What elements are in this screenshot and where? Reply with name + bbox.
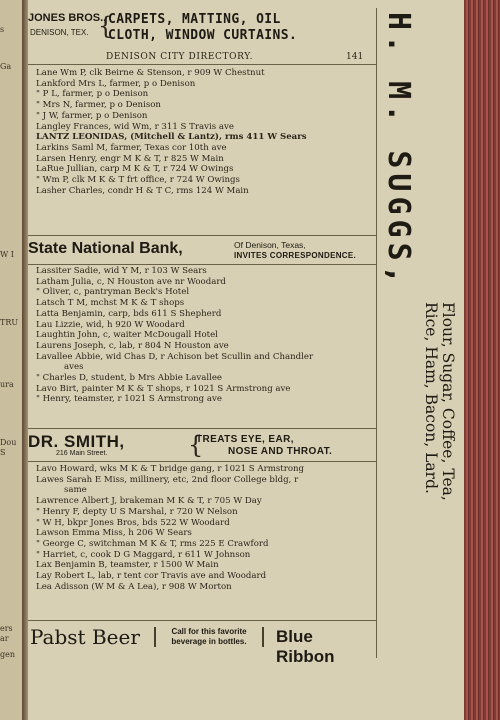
side-ad-goods1: Flour, Sugar, Coffee, Tea,: [439, 302, 457, 501]
directory-entry: Lawes Sarah E Miss, millinery, etc, 2nd floor College bldg, r: [36, 474, 299, 485]
facing-page-text: gen: [0, 650, 16, 659]
directory-entry: " P L, farmer, p o Denison: [36, 89, 149, 100]
directory-entry: Lankford Mrs L, farmer, p o Denison: [36, 78, 196, 89]
directory-entry: Larsen Henry, engr M K & T, r 825 W Main: [36, 153, 224, 164]
footer-ad-middle1: Call for this favorite: [171, 627, 247, 636]
directory-entry: Lawrence Albert J, brakeman M K & T, r 705 W Day: [36, 496, 262, 507]
facing-page-text: W I: [0, 250, 14, 259]
directory-entry: Lau Lizzie, wid, h 920 W Woodard: [36, 319, 185, 330]
directory-entry: aves: [64, 362, 84, 373]
directory-entry: Latta Benjamin, carp, bds 611 S Shepherd: [36, 308, 222, 319]
side-ad-goods: [422, 302, 456, 501]
directory-entry: Lea Adisson (W M & A Lea), r 908 W Morton: [36, 581, 232, 592]
footer-ad-middle2: beverage in bottles.: [171, 637, 247, 646]
directory-entry: Lassiter Sadie, wid Y M, r 103 W Sears: [36, 266, 207, 276]
bank-advertisement: [28, 235, 376, 265]
doctor-ad-address: 216 Main Street.: [56, 450, 108, 457]
directory-entry: Latham Julia, c, N Houston ave nr Woodard: [36, 276, 226, 287]
doctor-ad-brace: {: [188, 431, 204, 459]
facing-page-text: TRU: [0, 318, 19, 327]
doctor-ad-line1: TREATS EYE, EAR,: [196, 434, 294, 445]
directory-entry: " Harriet, c, cook D G Maggard, r 611 W Johnson: [36, 549, 251, 560]
directory-entry: " Wm P, clk M K & T frt office, r 724 W Owings: [36, 175, 240, 186]
entry-list-a: [28, 68, 376, 196]
directory-entry: same: [64, 485, 87, 496]
doctor-advertisement: [28, 428, 376, 462]
side-advertisement: [380, 10, 460, 660]
directory-entry: " Henry F, depty U S Marshal, r 720 W Nelson: [36, 506, 238, 517]
directory-page: [28, 0, 464, 720]
directory-entry: LaRue Jullian, carp M K & T, r 724 W Owings: [36, 164, 234, 175]
doctor-ad-name: DR. SMITH,: [28, 432, 125, 451]
facing-page-text: S: [0, 448, 6, 457]
side-ad-goods2: Rice, Ham, Bacon, Lard.: [422, 302, 440, 494]
footer-ad-pabst: Pabst Beer: [30, 625, 140, 649]
header-advertisement: [28, 10, 376, 46]
directory-entry: Lax Benjamin B, teamster, r 1500 W Main: [36, 560, 219, 571]
footer-ad-call: [154, 627, 264, 647]
side-ad-goods-box: [402, 302, 456, 662]
directory-entry: " George C, switchman M K & T, rms 225 E Crawford: [36, 538, 269, 549]
bank-ad-name: State National Bank,: [28, 240, 183, 257]
directory-entry: Lawson Emma Miss, h 206 W Sears: [36, 528, 192, 539]
header-ad-line2: CLOTH, WINDOW CURTAINS.: [108, 28, 298, 43]
side-ad-name-box: [380, 12, 416, 307]
header-ad-brace: {: [98, 12, 114, 40]
doctor-ad-line2: NOSE AND THROAT.: [228, 446, 333, 457]
directory-entry: Lasher Charles, condr H & T C, rms 124 W Main: [36, 185, 249, 196]
directory-entry: Lavo Howard, wks M K & T bridge gang, r 1021 S Armstrong: [36, 464, 305, 474]
directory-entry: Lane Wm P, clk Beirne & Stenson, r 909 W Chestnut: [36, 68, 265, 78]
directory-entry: Lay Robert L, lab, r tent cor Travis ave and Woodard: [36, 571, 267, 582]
page-edge: [464, 0, 500, 720]
facing-page-text: ers: [0, 624, 13, 633]
directory-entry: " Charles D, student, b Mrs Abbie Lavallee: [36, 373, 223, 384]
header-ad-firm: JONES BROS.,: [28, 12, 107, 24]
entry-list-c: [28, 464, 376, 592]
directory-entry: " W H, bkpr Jones Bros, bds 522 W Woodard: [36, 517, 230, 528]
directory-entry: " Oliver, c, pantryman Beck's Hotel: [36, 287, 190, 298]
directory-entry: Larkins Saml M, farmer, Texas cor 10th ave: [36, 142, 227, 153]
footer-ad-blue-ribbon: Blue Ribbon: [276, 627, 335, 666]
directory-entry: LANTZ LEONIDAS, (Mitchell & Lantz), rms 411 W Sears: [36, 132, 307, 143]
facing-page-text: s: [0, 25, 5, 34]
facing-page-text: ura: [0, 380, 14, 389]
directory-entry: Laughtin John, c, waiter McDougall Hotel: [36, 330, 218, 341]
facing-page-text: Dou: [0, 438, 17, 447]
facing-page-fragment: [0, 0, 22, 720]
running-head: DENISON CITY DIRECTORY.: [106, 52, 254, 62]
page-number: 141: [346, 52, 364, 62]
directory-entry: " J W, farmer, p o Denison: [36, 110, 148, 121]
header-ad-line1: CARPETS, MATTING, OIL: [108, 12, 281, 27]
side-rule: [376, 8, 377, 658]
facing-page-text: Ga: [0, 62, 12, 71]
entry-list-b: [28, 266, 376, 405]
directory-entry: " Mrs N, farmer, p o Denison: [36, 100, 161, 111]
facing-page-text: ar: [0, 634, 9, 643]
directory-entry: " Henry, teamster, r 1021 S Armstrong ave: [36, 394, 222, 405]
header-ad-location: DENISON, TEX.: [30, 28, 89, 37]
directory-entry: Lavallee Abbie, wid Chas D, r Achison bet Scullin and Chandler: [36, 351, 314, 362]
rule: [28, 64, 376, 65]
bank-ad-line2: INVITES CORRESPONDENCE.: [234, 251, 357, 260]
directory-entry: Latsch T M, mchst M K & T shops: [36, 298, 185, 309]
side-ad-name: H. M. SUGGS,: [381, 12, 416, 289]
bank-ad-line1: Of Denison, Texas,: [234, 240, 306, 250]
directory-entry: Lavo Birt, painter M K & T shops, r 1021 S Armstrong ave: [36, 383, 291, 394]
directory-entry: Laurens Joseph, c, lab, r 804 N Houston ave: [36, 340, 229, 351]
header-ad-goods: [108, 12, 297, 44]
directory-entry: Langley Frances, wid Wm, r 311 S Travis ave: [36, 121, 234, 132]
footer-advertisement: [28, 620, 376, 666]
